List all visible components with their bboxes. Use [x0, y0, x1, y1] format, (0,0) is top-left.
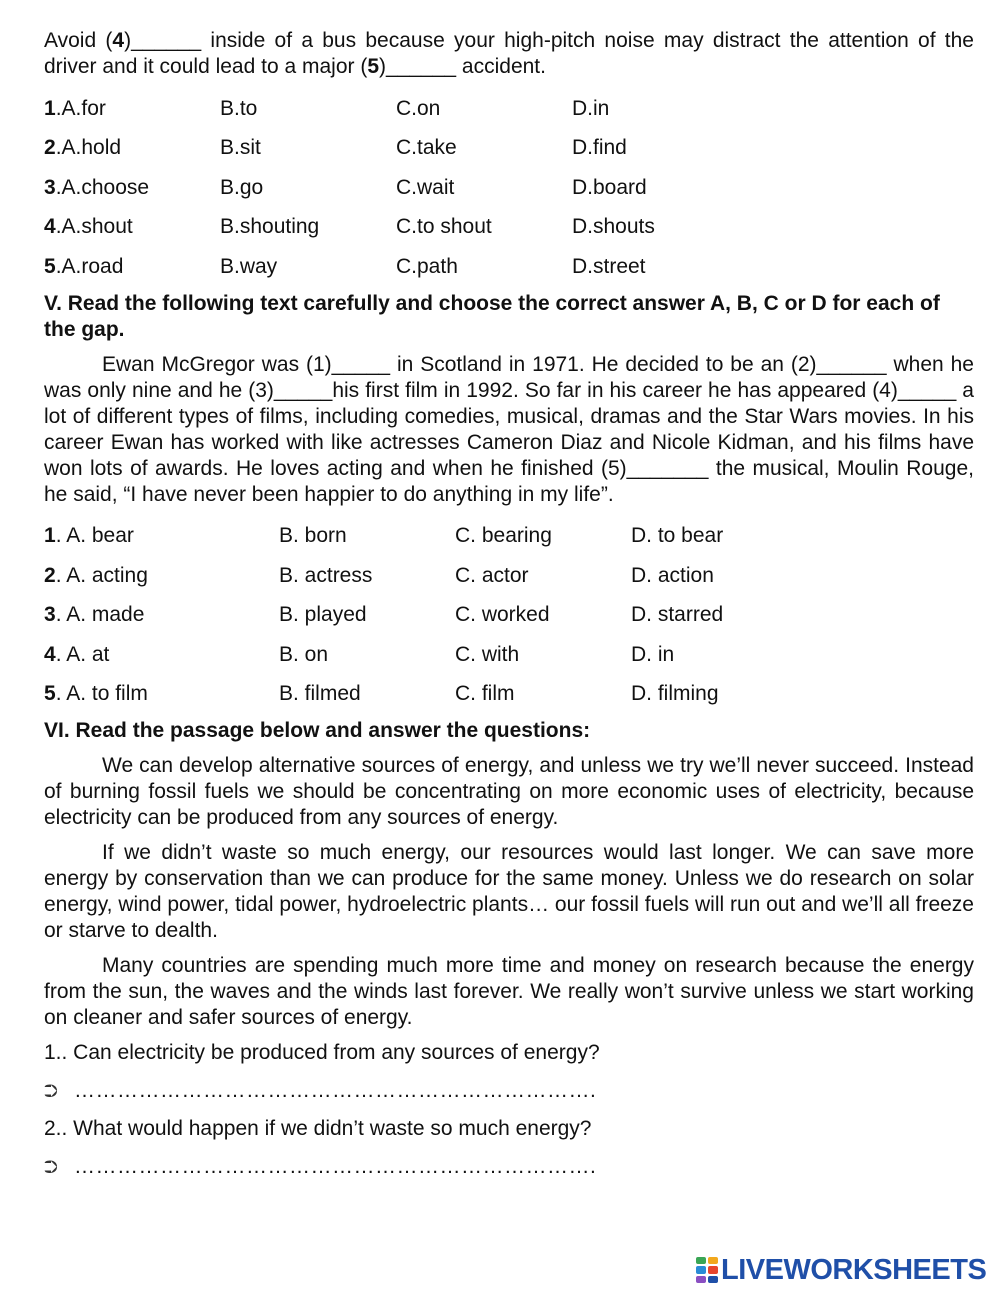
writing-hand-icon: ⮊: [44, 1157, 58, 1177]
option-row: [44, 517, 974, 557]
liveworksheets-logo: [696, 1254, 986, 1286]
option-b: B. played: [279, 603, 367, 627]
logo-mark-icon: [696, 1257, 718, 1283]
option-a: 2. A. acting: [44, 563, 148, 587]
option-row: [44, 89, 974, 129]
option-d: D.shouts: [572, 215, 655, 239]
writing-hand-icon: ⮊: [44, 1081, 58, 1101]
option-b: B.sit: [220, 136, 261, 160]
section-iv-options: [44, 89, 974, 287]
option-d: D. in: [631, 642, 675, 666]
option-c: C.to shout: [396, 215, 492, 239]
option-d: D. action: [631, 563, 714, 587]
option-c: C. with: [455, 642, 520, 666]
section-v-title: V. Read the following text carefully and choose the correct answer A, B, C or D for each of the gap.: [44, 291, 940, 341]
option-c: C.take: [396, 136, 457, 160]
option-a: 4.A.shout: [44, 215, 133, 239]
option-c: C. bearing: [455, 524, 552, 548]
question-1: 1.. Can electricity be produced from any sources of energy?: [44, 1041, 600, 1064]
option-row: [44, 129, 974, 169]
intro-paragraph: Avoid (4)______ inside of a bus because your high-pitch noise may distract the attention of the driver and it could lead to a major (5)______ accident.: [44, 29, 974, 78]
option-d: D. filming: [631, 682, 719, 706]
option-b: B. filmed: [279, 682, 361, 706]
section-v-passage: Ewan McGregor was (1)_____ in Scotland in 1971. He decided to be an (2)______ when he was only nine and he (3)_____his first film in 1992. So far in his career he has appeared (4)_____ a lot of different types of films, including comedies, musical, dramas and the Star Wars movies. In his career Ewan has worked with like actresses Cameron Diaz and Nicole Kidman, and his films have won lots of awards. He loves acting and when he finished (5)_______ the musical, Moulin Rouge, he said, “I have never been happier to do anything in my life”.: [44, 352, 974, 506]
answer-line-1[interactable]: [44, 1078, 974, 1104]
option-a: 3.A.choose: [44, 175, 150, 199]
option-a: 5. A. to film: [44, 682, 148, 706]
option-a: 1. A. bear: [44, 524, 134, 548]
option-a: 4. A. at: [44, 642, 110, 666]
option-b: B.go: [220, 175, 264, 199]
option-d: D. starred: [631, 603, 724, 627]
option-c: C. actor: [455, 563, 529, 587]
worksheet-page: [44, 28, 974, 1192]
option-b: B. actress: [279, 563, 373, 587]
option-row: [44, 635, 974, 675]
option-b: B.shouting: [220, 215, 320, 239]
option-a: 1.A.for: [44, 96, 106, 120]
option-c: C.wait: [396, 175, 455, 199]
option-b: B. on: [279, 642, 329, 666]
passage-paragraph-2: If we didn’t waste so much energy, our resources would last longer. We can save more energy by conservation than we can produce for the same money. Unless we do research on solar energy, wind power, tidal power, hydroelectric plants… our fossil fuels will run out and we’ll all freeze or starve to dealth.: [44, 841, 974, 942]
option-b: B. born: [279, 524, 347, 548]
option-c: C. worked: [455, 603, 550, 627]
option-row: [44, 556, 974, 596]
option-c: C.path: [396, 254, 458, 278]
option-c: C. film: [455, 682, 515, 706]
option-d: D.find: [572, 136, 627, 160]
option-d: D.in: [572, 96, 610, 120]
option-row: [44, 168, 974, 208]
option-row: [44, 596, 974, 636]
section-v-options: [44, 517, 974, 715]
option-b: B.way: [220, 254, 278, 278]
option-d: D.street: [572, 254, 646, 278]
passage-paragraph-3: Many countries are spending much more time and money on research because the energy from the sun, the waves and the winds last forever. We really won’t survive unless we start working on cleaner and safer sources of energy.: [44, 954, 974, 1029]
answer-dots[interactable]: ……………………………………………………………….: [74, 1079, 597, 1102]
option-d: D.board: [572, 175, 647, 199]
answer-line-2[interactable]: [44, 1154, 974, 1180]
question-2: 2.. What would happen if we didn’t waste so much energy?: [44, 1117, 592, 1140]
section-vi-title: VI. Read the passage below and answer the questions:: [44, 719, 591, 742]
option-d: D. to bear: [631, 524, 724, 548]
option-c: C.on: [396, 96, 441, 120]
option-row: [44, 675, 974, 715]
option-b: B.to: [220, 96, 258, 120]
option-a: 3. A. made: [44, 603, 145, 627]
option-a: 5.A.road: [44, 254, 124, 278]
logo-text: LIVEWORKSHEETS: [721, 1253, 987, 1286]
passage-paragraph-1: We can develop alternative sources of energy, and unless we try we’ll never succeed. Instead of burning fossil fuels we should be concentrating on more economic uses of electricity, because electricity can be produced from any sources of energy.: [44, 754, 974, 829]
option-row: [44, 247, 974, 287]
answer-dots[interactable]: ……………………………………………………………….: [74, 1155, 597, 1178]
option-a: 2.A.hold: [44, 136, 122, 160]
option-row: [44, 208, 974, 248]
